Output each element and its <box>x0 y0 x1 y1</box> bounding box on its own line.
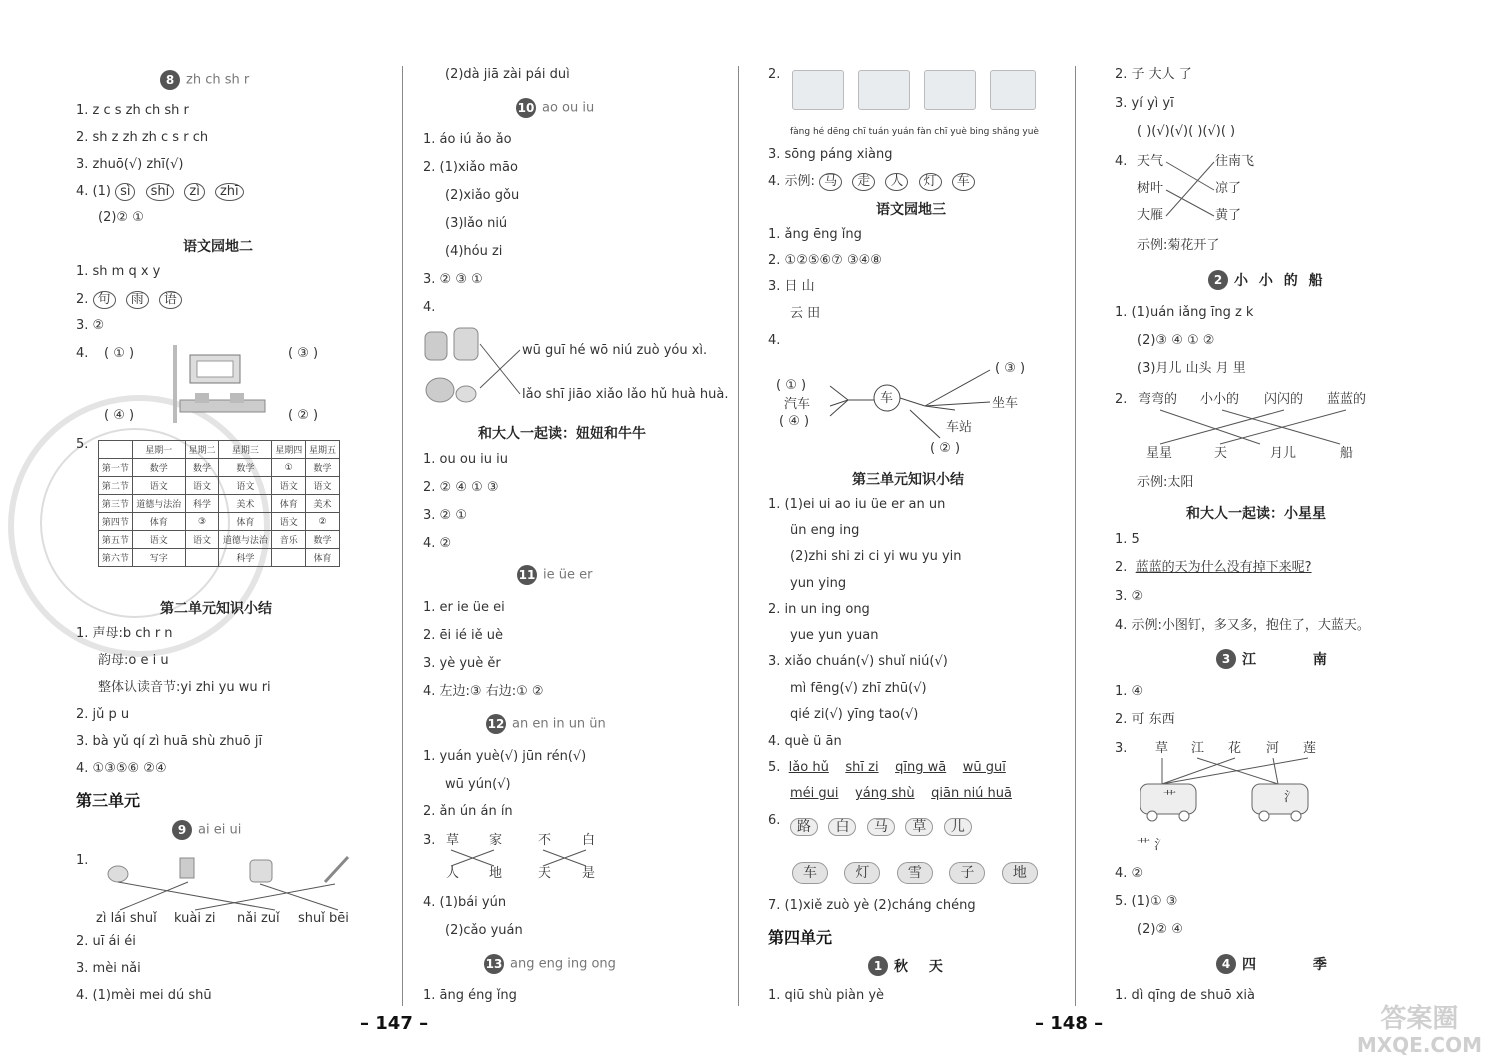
match-top: 河 <box>1266 741 1280 756</box>
timetable-cell: 体育 <box>132 513 185 531</box>
timetable-cell: 语文 <box>132 531 185 549</box>
circled-answer: shí <box>146 183 175 201</box>
answer-line: 1. qiū shù piàn yè <box>768 988 885 1003</box>
match-top: 莲 <box>1303 741 1317 756</box>
answer-line: 1. z c s zh ch sh r <box>76 103 189 118</box>
timetable-header-row <box>99 441 340 459</box>
timetable-header-cell: 星期五 <box>306 441 340 459</box>
answer-line <box>790 786 1012 802</box>
answer-line: 3. zhuō(√) zhī(√) <box>76 157 184 172</box>
answer-line: 3. sōng páng xiàng <box>768 147 893 162</box>
answer-line: (2)③ ④ ① ② <box>1137 333 1215 348</box>
timetable-cell: 数学 <box>306 459 340 477</box>
unit-title: 第三单元 <box>76 791 141 810</box>
timetable-cell: 第一节 <box>99 459 133 477</box>
lesson-number-badge: 13 <box>484 954 504 974</box>
character-row-top: 路 白 马 草 儿 <box>790 818 978 836</box>
timetable-header-cell: 星期三 <box>219 441 272 459</box>
lesson-1-heading: 1 秋 天 <box>868 956 951 976</box>
answer-line: ün eng ing <box>790 523 860 538</box>
answer-line: 4. <box>768 333 781 348</box>
pinyin-label: shuǐ bēi <box>298 911 349 926</box>
timetable-row <box>99 495 340 513</box>
answer-line: 1. (1)uán iǎng īng z k <box>1115 305 1254 320</box>
answer-label: ( ① ) <box>104 346 135 361</box>
circled-answer: 人 <box>885 173 908 191</box>
answer-line: 1. er ie üe ei <box>423 600 505 615</box>
pinyin-label: kuài zi <box>174 911 216 926</box>
lesson-12-heading: 12 an en in un ün <box>486 714 606 734</box>
lesson-number-badge: 10 <box>516 98 536 118</box>
answer-line: 1. āng éng ǐng <box>423 988 517 1003</box>
match-top: 蓝蓝的 <box>1327 392 1367 407</box>
answer-line: 3. xiǎo chuán(√) shuǐ niú(√) <box>768 654 948 669</box>
match-top: 小小的 <box>1200 392 1240 407</box>
section-title: 语文园地三 <box>876 202 946 218</box>
hanzi-top: 不 <box>538 833 552 848</box>
answer-line: 韵母:o e i u <box>98 653 169 668</box>
timetable-cell: 数学 <box>185 459 219 477</box>
answer-line: (2)② ④ <box>1137 922 1183 937</box>
answer-line: 1. 声母:b ch r n <box>76 626 173 641</box>
timetable-cell: 体育 <box>272 495 306 513</box>
answer-line: 4. 示例: 马 走 人 灯 车 <box>768 173 981 191</box>
answer-line: 4. 示例:小图钉，多又多，抱住了，大蓝天。 <box>1115 618 1370 633</box>
classroom-illustration <box>165 345 280 425</box>
timetable-cell: 第二节 <box>99 477 133 495</box>
timetable-cell: 道德与法治 <box>132 495 185 513</box>
answer-line: 3. ② <box>1115 589 1144 604</box>
car-radical: 艹 <box>1163 790 1177 805</box>
lesson-number-badge: 12 <box>486 714 506 734</box>
answer-line: 1. ou ou iu iu <box>423 452 509 467</box>
circled-answer: 句 <box>93 291 116 309</box>
answer-line: 4. ② <box>423 536 452 551</box>
answer-line: 3. yè yuè ěr <box>423 656 501 671</box>
matching-illustration <box>100 852 360 912</box>
answer-line: 3. yí yì yī <box>1115 96 1174 111</box>
answer-line: 示例:菊花开了 <box>1137 238 1220 253</box>
answer-line: 2. sh z zh zh c s r ch <box>76 130 209 145</box>
answer-line: 1. áo iú ǎo ǎo <box>423 132 512 147</box>
match-bottom: 船 <box>1340 446 1354 461</box>
answer-line: 4. <box>423 300 436 315</box>
tree-label: 车站 <box>946 420 973 435</box>
column-divider <box>738 66 739 1006</box>
circled-answer: 马 <box>819 173 842 191</box>
circled-answer: zì <box>184 183 204 201</box>
answer-line: (2)dà jiā zài pái duì <box>445 67 570 82</box>
circled-answer: 走 <box>852 173 875 191</box>
timetable-cell: 语文 <box>306 477 340 495</box>
timetable-cell: 语文 <box>132 477 185 495</box>
answer-line: 2. uī ái éi <box>76 934 136 949</box>
match-bottom: 星星 <box>1146 446 1173 461</box>
answer-line: 1. (1)ei ui ao iu üe er an un <box>768 497 946 512</box>
circled-answer: sì <box>115 183 135 201</box>
answer-line: (4)hóu zi <box>445 244 503 259</box>
picture-4 <box>990 70 1036 110</box>
timetable-cell <box>185 549 219 567</box>
lesson-number-badge: 1 <box>868 956 888 976</box>
section-title: 第三单元知识小结 <box>852 472 964 488</box>
answer-line: 1. dì qīng de shuō xià <box>1115 988 1256 1003</box>
timetable-cell: 语文 <box>272 513 306 531</box>
match-bottom: 月儿 <box>1270 446 1297 461</box>
answer-line: (2)xiǎo gǒu <box>445 188 520 203</box>
timetable-cell: 语文 <box>185 477 219 495</box>
answer-line: 3. ② <box>76 318 105 333</box>
character-row-bottom: 车 灯 雪 子 地 <box>792 862 1050 884</box>
answer-line: 2. 子 大人 了 <box>1115 67 1192 82</box>
answer-line: 2. (1)xiǎo māo <box>423 160 518 175</box>
matching-lines <box>1150 408 1360 446</box>
lesson-8-heading: 8 zh ch sh r <box>160 70 249 90</box>
timetable-row <box>99 531 340 549</box>
underlined-pinyin: qiān niú huā <box>931 786 1012 801</box>
lesson-3-heading: 3 江 南 <box>1216 649 1353 669</box>
circled-answer: 车 <box>952 173 975 191</box>
answer-line: 2. <box>1115 392 1128 407</box>
answer-line: 1. yuán yuè(√) jūn rén(√) <box>423 749 587 764</box>
hanzi-bottom: 地 <box>489 866 503 881</box>
lesson-number-badge: 11 <box>517 565 537 585</box>
lesson-number-badge: 9 <box>172 820 192 840</box>
timetable-cell: 数学 <box>306 531 340 549</box>
hanzi-top: 白 <box>582 833 596 848</box>
timetable-cell: 第三节 <box>99 495 133 513</box>
timetable-cell: 道德与法治 <box>219 531 272 549</box>
car-radical: 氵 <box>1284 790 1298 805</box>
tree-label: ( ③ ) <box>995 361 1026 376</box>
match-left: 大雁 <box>1137 208 1164 223</box>
answer-line: ( )(√)(√)( )(√)( ) <box>1137 124 1236 139</box>
answer-line: 2. ǎn ún án ín <box>423 804 513 819</box>
answer-line: 2. <box>768 67 781 82</box>
timetable-cell: 体育 <box>306 549 340 567</box>
answer-line: 3. mèi nǎi <box>76 961 141 976</box>
match-left: 天气 <box>1137 154 1164 169</box>
underlined-pinyin: wū guī <box>962 760 1006 775</box>
timetable-cell: 美术 <box>306 495 340 513</box>
picture-2 <box>858 70 910 110</box>
answer-line: 2. ēi ié iě uè <box>423 628 503 643</box>
hanzi-top: 家 <box>489 833 503 848</box>
hanzi-bottom: 人 <box>446 866 460 881</box>
underlined-pinyin: shī zi <box>845 760 879 775</box>
answer-line: 4. (1) sì shí zì zhī <box>76 183 250 201</box>
answer-line: 3. bà yǔ qí zì huā shù zhuō jī <box>76 734 263 749</box>
timetable-row <box>99 549 340 567</box>
timetable-row <box>99 459 340 477</box>
timetable-cell: ③ <box>185 513 219 531</box>
timetable-cell: 科学 <box>219 549 272 567</box>
answer-line: 云 田 <box>790 306 821 321</box>
timetable-cell: 第四节 <box>99 513 133 531</box>
answer-line: 整体认读音节:yi zhi yu wu ri <box>98 680 271 695</box>
answer-line: mì fēng(√) zhī zhū(√) <box>790 681 927 696</box>
answer-line: 1. <box>76 853 89 868</box>
answer-line: 5. <box>76 437 89 452</box>
answer-line: 4. <box>1115 154 1128 169</box>
timetable-cell: 数学 <box>219 459 272 477</box>
answer-line: 2. jǔ p u <box>76 707 130 722</box>
underlined-pinyin: qīng wā <box>895 760 947 775</box>
answer-line: 2. ② ④ ① ③ <box>423 480 499 495</box>
timetable-header-cell: 星期二 <box>185 441 219 459</box>
timetable-cell: 美术 <box>219 495 272 513</box>
circled-answer: 灯 <box>919 173 942 191</box>
match-left: 树叶 <box>1137 181 1164 196</box>
section-title: 和大人一起读：小星星 <box>1186 506 1326 522</box>
timetable-cell: ② <box>306 513 340 531</box>
answer-line: yue yun yuan <box>790 628 879 643</box>
answer-line: 1. ǎng ēng ǐng <box>768 227 862 242</box>
underlined-pinyin: méi gui <box>790 786 839 801</box>
answer-line: 5. (1)① ③ <box>1115 894 1178 909</box>
timetable-header-cell: 星期四 <box>272 441 306 459</box>
answer-line: 3. <box>1115 741 1128 756</box>
hanzi-top: 草 <box>446 833 460 848</box>
timetable-cell: 语文 <box>219 477 272 495</box>
page-number-right: – 148 – <box>1035 1013 1104 1034</box>
answer-line: 5. lǎo hǔ shī zi qīng wā wū guī <box>768 760 1006 775</box>
timetable-cell: 科学 <box>185 495 219 513</box>
answer-line: 4. ② <box>1115 866 1144 881</box>
column-divider <box>402 66 403 1006</box>
answer-line: 3. 日 山 <box>768 279 815 294</box>
underlined-pinyin: yáng shù <box>855 786 915 801</box>
hanzi-bottom: 是 <box>582 866 596 881</box>
circled-answer: zhī <box>215 183 244 201</box>
lesson-number-badge: 3 <box>1216 649 1236 669</box>
matching-lines <box>1164 160 1216 220</box>
match-top: 江 <box>1191 741 1205 756</box>
timetable-cell: 音乐 <box>272 531 306 549</box>
lesson-13-heading: 13 ang eng ing ong <box>484 954 616 974</box>
answer-line: 4. <box>76 346 89 361</box>
section-title: 第二单元知识小结 <box>160 601 272 617</box>
match-right: 往南飞 <box>1215 154 1255 169</box>
answer-line: 4. (1)mèi mei dú shū <box>76 988 212 1003</box>
answer-label: ( ③ ) <box>288 346 319 361</box>
tree-center: 车 <box>880 391 894 406</box>
answer-line: (2)zhi shi zi ci yi wu yu yin <box>790 549 962 564</box>
answer-line: 1. sh m q x y <box>76 264 161 279</box>
match-top: 弯弯的 <box>1138 392 1178 407</box>
hanzi-bottom: 天 <box>538 866 552 881</box>
lesson-number-badge: 4 <box>1216 954 1236 974</box>
picture-1 <box>792 70 844 110</box>
answer-line: 4. 左边:③ 右边:① ② <box>423 684 544 699</box>
answer-line: 4. ①③⑤⑥ ②④ <box>76 761 167 776</box>
answer-line: 2. in un ing ong <box>768 602 870 617</box>
answer-line: (2)② ① <box>98 210 144 225</box>
answer-line: 4. (1)bái yún <box>423 895 507 910</box>
timetable-cell: 体育 <box>219 513 272 531</box>
timetable <box>98 440 340 567</box>
pinyin-sentence: lǎo shī jiāo xiǎo lǎo hǔ huà huà. <box>522 387 729 402</box>
pinyin-label: zì lái shuǐ <box>96 911 157 926</box>
tree-label: ( ① ) <box>776 378 807 393</box>
tree-label: ( ④ ) <box>779 414 810 429</box>
circled-answer: 语 <box>159 291 182 309</box>
answer-line: qié zi(√) yīng tao(√) <box>790 707 919 722</box>
timetable-cell: 语文 <box>272 477 306 495</box>
lesson-10-heading: 10 ao ou iu <box>516 98 594 118</box>
page-number-left: – 147 – <box>360 1013 429 1034</box>
answer-line: 示例:太阳 <box>1137 475 1194 490</box>
section-title: 语文园地二 <box>183 239 253 255</box>
lesson-2-heading: 2 小 小 的 船 <box>1208 270 1326 290</box>
lesson-4-heading: 4 四 季 <box>1216 954 1353 974</box>
timetable-header-cell: 星期一 <box>132 441 185 459</box>
answer-line: 3. ② ① <box>423 508 467 523</box>
timetable-cell: 第六节 <box>99 549 133 567</box>
section-title: 和大人一起读：妞妞和牛牛 <box>478 426 646 442</box>
site-logo: 答案圈 MXQE.COM <box>1356 1004 1482 1057</box>
answer-line: 艹 氵 <box>1137 838 1168 853</box>
answer-line: 2. 可 东西 <box>1115 712 1175 727</box>
timetable-header-cell <box>99 441 133 459</box>
answer-line: (3)lǎo niú <box>445 216 508 231</box>
answer-line: yun ying <box>790 576 847 591</box>
answer-line: 2. ①②⑤⑥⑦ ③④⑧ <box>768 253 882 268</box>
match-right: 凉了 <box>1215 181 1242 196</box>
timetable-row <box>99 477 340 495</box>
animals-illustration <box>420 322 525 412</box>
answer-line: 4. què ü ān <box>768 734 842 749</box>
matching-lines <box>446 848 596 868</box>
timetable-row <box>99 513 340 531</box>
lesson-11-heading: 11 ie üe er <box>517 565 592 585</box>
unit-title: 第四单元 <box>768 928 833 947</box>
answer-line: 6. <box>768 813 781 828</box>
match-bottom: 天 <box>1214 446 1228 461</box>
answer-line: 3. ② ③ ① <box>423 272 483 287</box>
lesson-9-heading: 9 ai ei ui <box>172 820 241 840</box>
tree-label: 坐车 <box>992 396 1019 411</box>
match-top: 花 <box>1228 741 1242 756</box>
timetable-cell: ① <box>272 459 306 477</box>
pinyin-label: nǎi zuǐ <box>237 911 280 926</box>
lesson-number-badge: 2 <box>1208 270 1228 290</box>
tree-label: 汽车 <box>784 397 811 412</box>
match-right: 黄了 <box>1215 208 1242 223</box>
answer-line: 1. ④ <box>1115 684 1144 699</box>
answer-line: 1. 5 <box>1115 532 1140 547</box>
answer-line: wū yún(√) <box>445 777 511 792</box>
answer-label: ( ② ) <box>288 408 319 423</box>
answer-label: ( ④ ) <box>104 408 135 423</box>
answer-line: 7. (1)xiě zuò yè (2)cháng chéng <box>768 898 976 913</box>
circled-answer: 雨 <box>126 291 149 309</box>
timetable-cell: 写字 <box>132 549 185 567</box>
answer-line: (3)月儿 山头 月 里 <box>1137 361 1246 376</box>
answer-line: 2. 句 雨 语 <box>76 291 188 309</box>
timetable-cell: 第五节 <box>99 531 133 549</box>
timetable-cell: 语文 <box>185 531 219 549</box>
timetable-cell: 数学 <box>132 459 185 477</box>
match-top: 闪闪的 <box>1264 392 1304 407</box>
answer-line: (2)cǎo yuán <box>445 923 523 938</box>
tree-label: ( ② ) <box>930 441 961 456</box>
underlined-pinyin: lǎo hǔ <box>788 760 829 775</box>
pinyin-sentence: wū guī hé wō niú zuò yóu xì. <box>522 343 708 358</box>
timetable-cell <box>272 549 306 567</box>
lesson-number-badge: 8 <box>160 70 180 90</box>
column-divider <box>1075 66 1076 1006</box>
answer-line: 2. 蓝蓝的天为什么没有掉下来呢? <box>1115 560 1312 575</box>
match-top: 草 <box>1155 741 1169 756</box>
answer-line: 3. <box>423 833 436 848</box>
pinyin-caption: fàng hé dēng chī tuán yuán fàn chī yuè bing shǎng yuè <box>790 127 1039 137</box>
picture-3 <box>924 70 976 110</box>
